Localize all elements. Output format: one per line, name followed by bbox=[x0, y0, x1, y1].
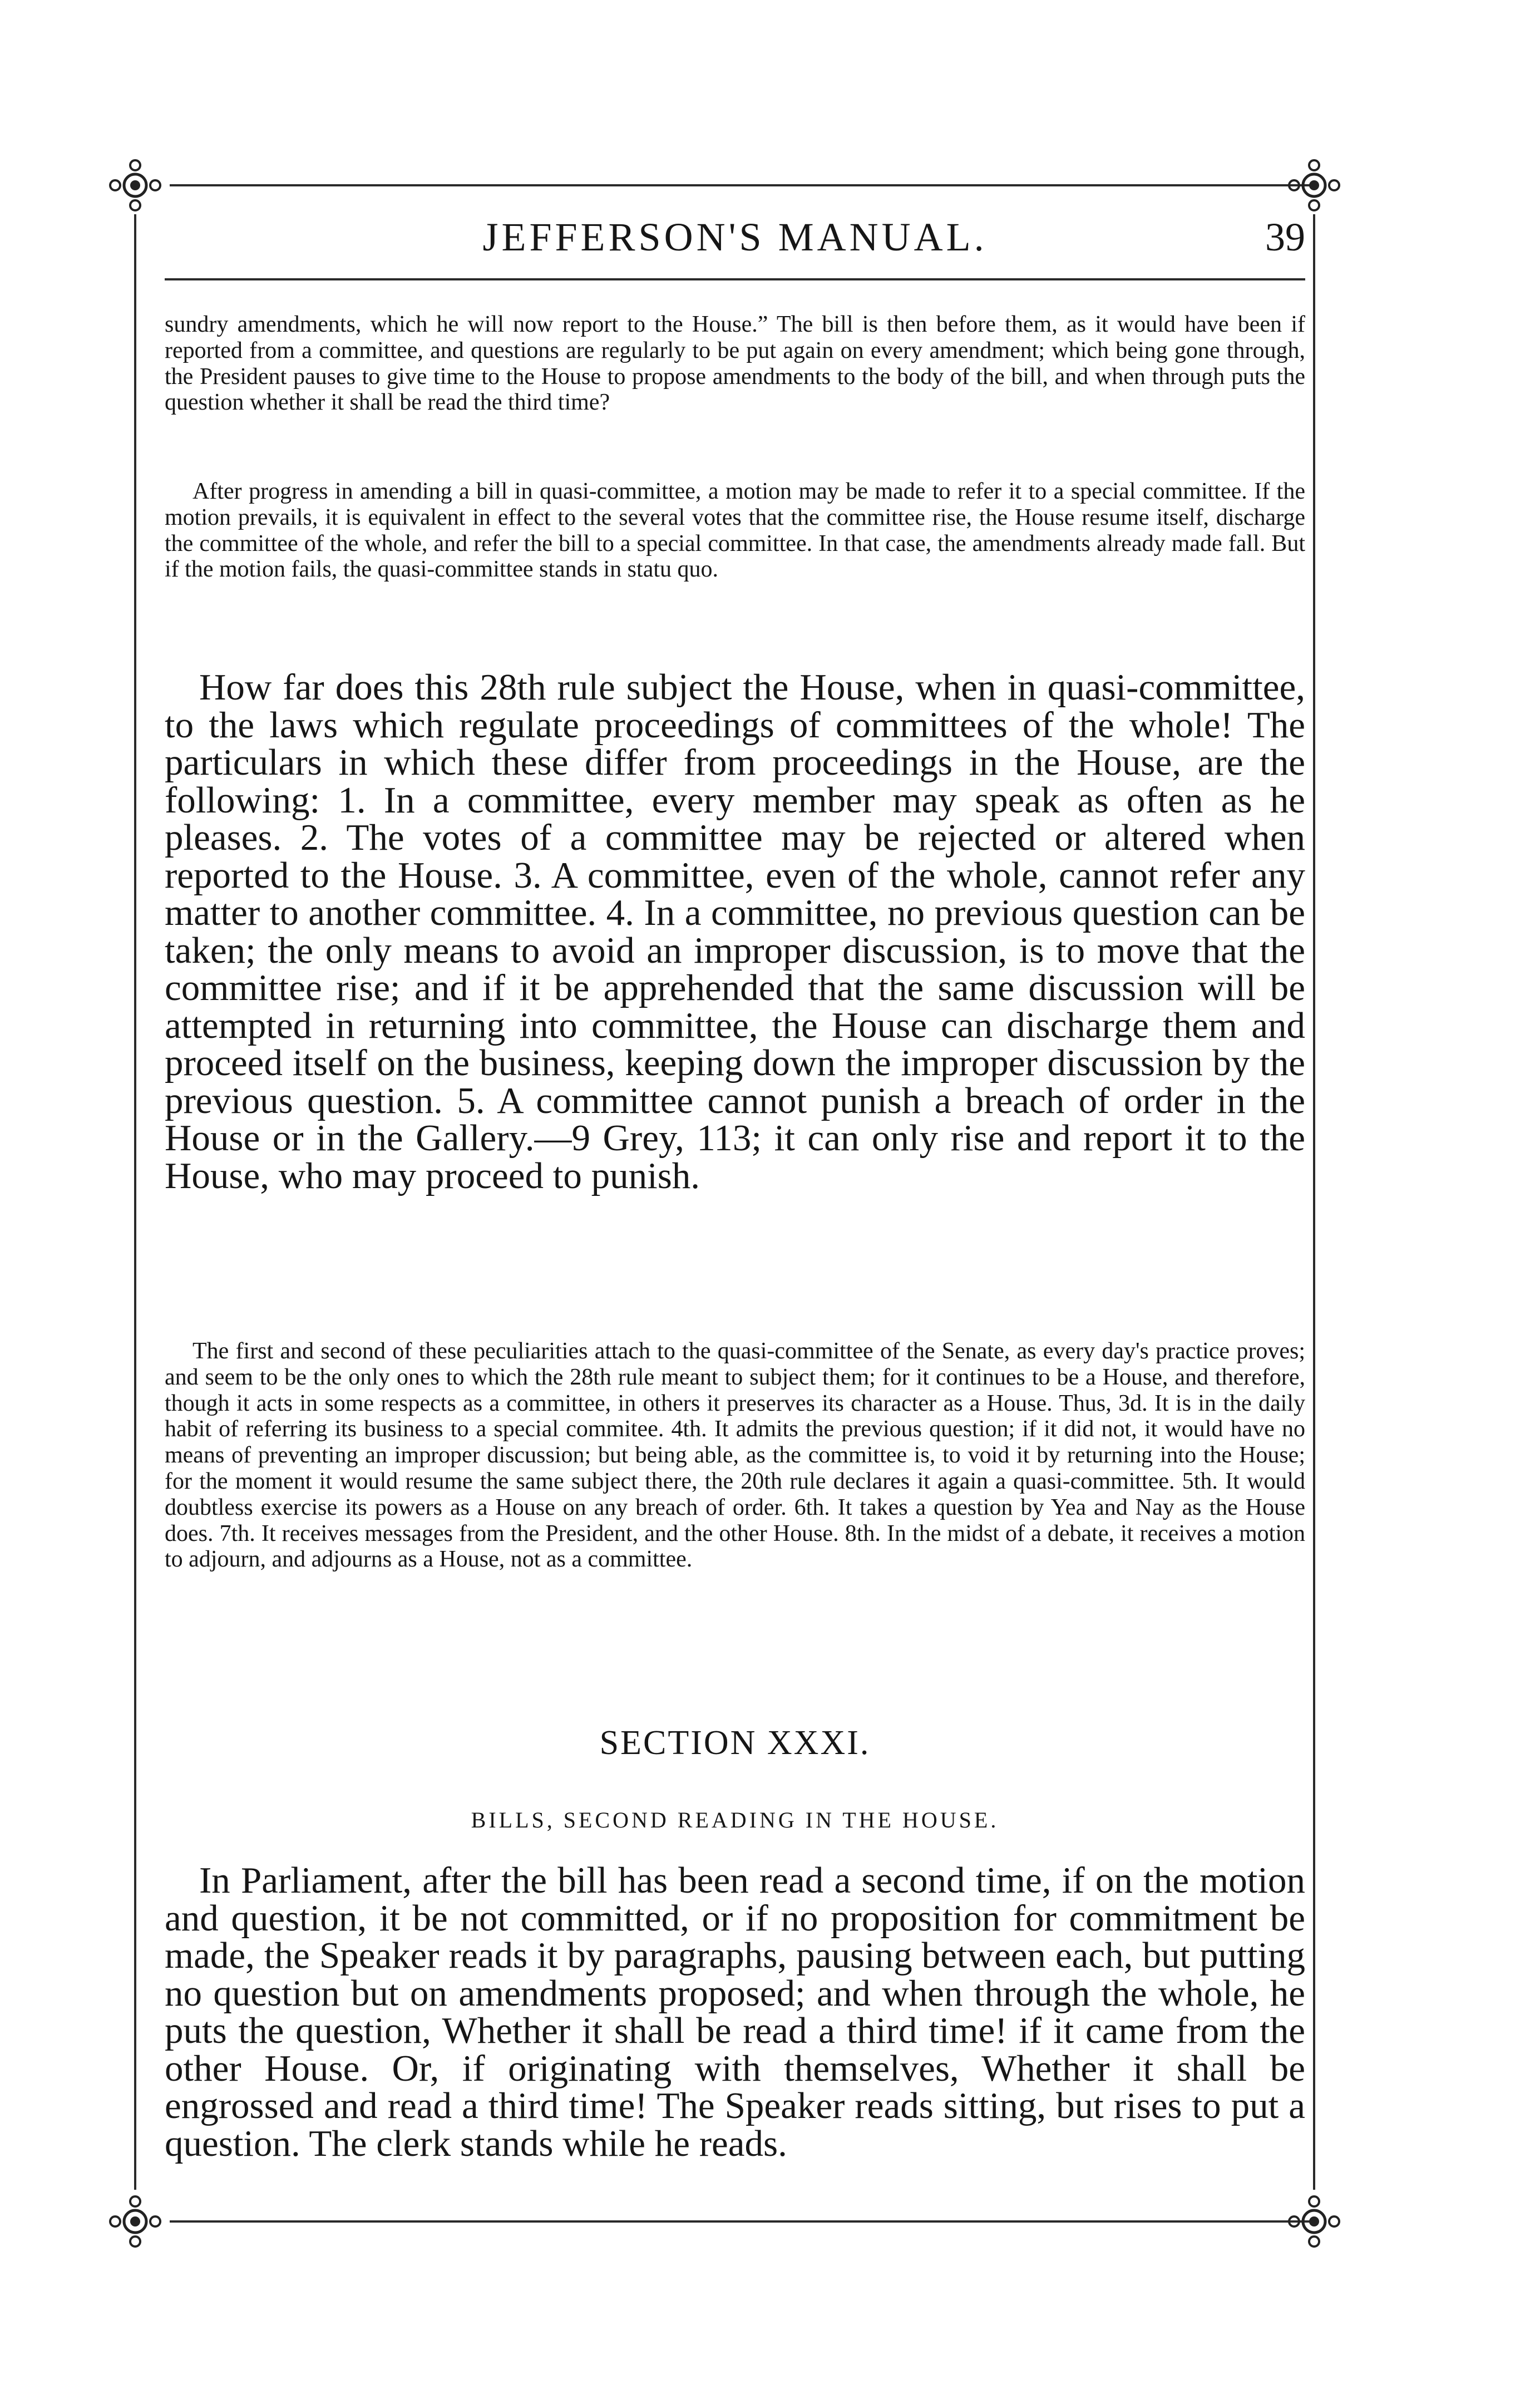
body-paragraph-5: In Parliament, after the bill has been read a second time, if on the motion and question, it be not committed, or if no proposition for commitment be made, the Speaker reads it by paragraphs, pausing between each, but putting no question but on amendments proposed; and when through the whole, he puts the question, Whether it shall be read a third time! if it came from the other House. Or, if originating with themselves, Whether it shall be engrossed and read a third time! The Speaker reads sitting, but rises to put a question. The clerk stands while he reads. bbox=[165, 1860, 1305, 2164]
header-rule bbox=[165, 278, 1305, 280]
page-number: 39 bbox=[1265, 215, 1305, 259]
page-header bbox=[165, 214, 1305, 281]
corner-ornament-top-left-icon bbox=[107, 157, 163, 213]
frame-left-line bbox=[134, 214, 136, 2190]
corner-ornament-bottom-left-icon bbox=[107, 2194, 163, 2249]
section-subtitle: BILLS, SECOND READING IN THE HOUSE. bbox=[471, 1807, 999, 1832]
body-paragraph-3: How far does this 28th rule subject the House, when in quasi-committee, to the laws which regulate proceedings of committees of the whole! The particulars in which these differ from proceedings in the House, are the following: 1. In a committee, every member may speak as often as he pleases. 2. The votes of a committee may be rejected or altered when reported to the House. 3. A committee, even of the whole, cannot refer any matter to another committee. 4. In a committee, no previous question can be taken; the only means to avoid an improper discussion, is to move that the committee rise; and if it be apprehended that the same discussion will be attempted in returning into committee, the House can discharge them and proceed itself on the business, keeping down the improper discussion by the previous question. 5. A committee cannot punish a breach of order in the House or in the Gallery.—9 Grey, 113; it can only rise and report it to the House, who may proceed to punish. bbox=[165, 667, 1305, 1196]
body-paragraph-4: The first and second of these peculiarities attach to the quasi-committee of the Senate, as every day's practice proves; and seem to be the only ones to which the 28th rule meant to subject them; for it continues to be a House, and therefore, though it acts in some respects as a committee, in others it preserves its character as a House. Thus, 3d. It is in the daily habit of referring its business to a special commitee. 4th. It admits the previous question; if it did not, it would have no means of preventing an improper discussion; but being able, as the committee is, to void it by returning into the House; for the moment it would resume the same subject there, the 20th rule declares it again a quasi-committee. 5th. It would doubtless exercise its powers as a House on any breach of order. 6th. It takes a question by Yea and Nay as the House does. 7th. It receives messages from the President, and the other House. 8th. In the midst of a debate, it receives a motion to adjourn, and adjourns as a House, not as a committee. bbox=[165, 1338, 1305, 1573]
frame-bottom-line bbox=[170, 2220, 1310, 2223]
section-title: SECTION XXXI. bbox=[599, 1724, 871, 1762]
corner-ornament-top-right-icon bbox=[1286, 157, 1342, 213]
corner-ornament-bottom-right-icon bbox=[1286, 2194, 1342, 2249]
body-paragraph-1: sundry amendments, which he will now report to the House.” The bill is then before them, as it would have been if reported from a committee, and questions are regularly to be put again on every amendment; which being gone through, the President pauses to give time to the House to propose amendments to the body of the bill, and when through puts the question whether it shall be read the third time? bbox=[165, 312, 1305, 416]
frame-right-line bbox=[1313, 214, 1315, 2190]
body-paragraph-2: After progress in amending a bill in quasi-committee, a motion may be made to refer it to a special committee. If the motion prevails, it is equivalent in effect to the several votes that the committee rise, the House resume itself, discharge the committee of the whole, and refer the bill to a special committee. In that case, the amendments already made fall. But if the motion fails, the quasi-committee stands in statu quo. bbox=[165, 479, 1305, 583]
frame-top-line bbox=[170, 184, 1310, 186]
running-head: JEFFERSON'S MANUAL. bbox=[482, 215, 988, 259]
